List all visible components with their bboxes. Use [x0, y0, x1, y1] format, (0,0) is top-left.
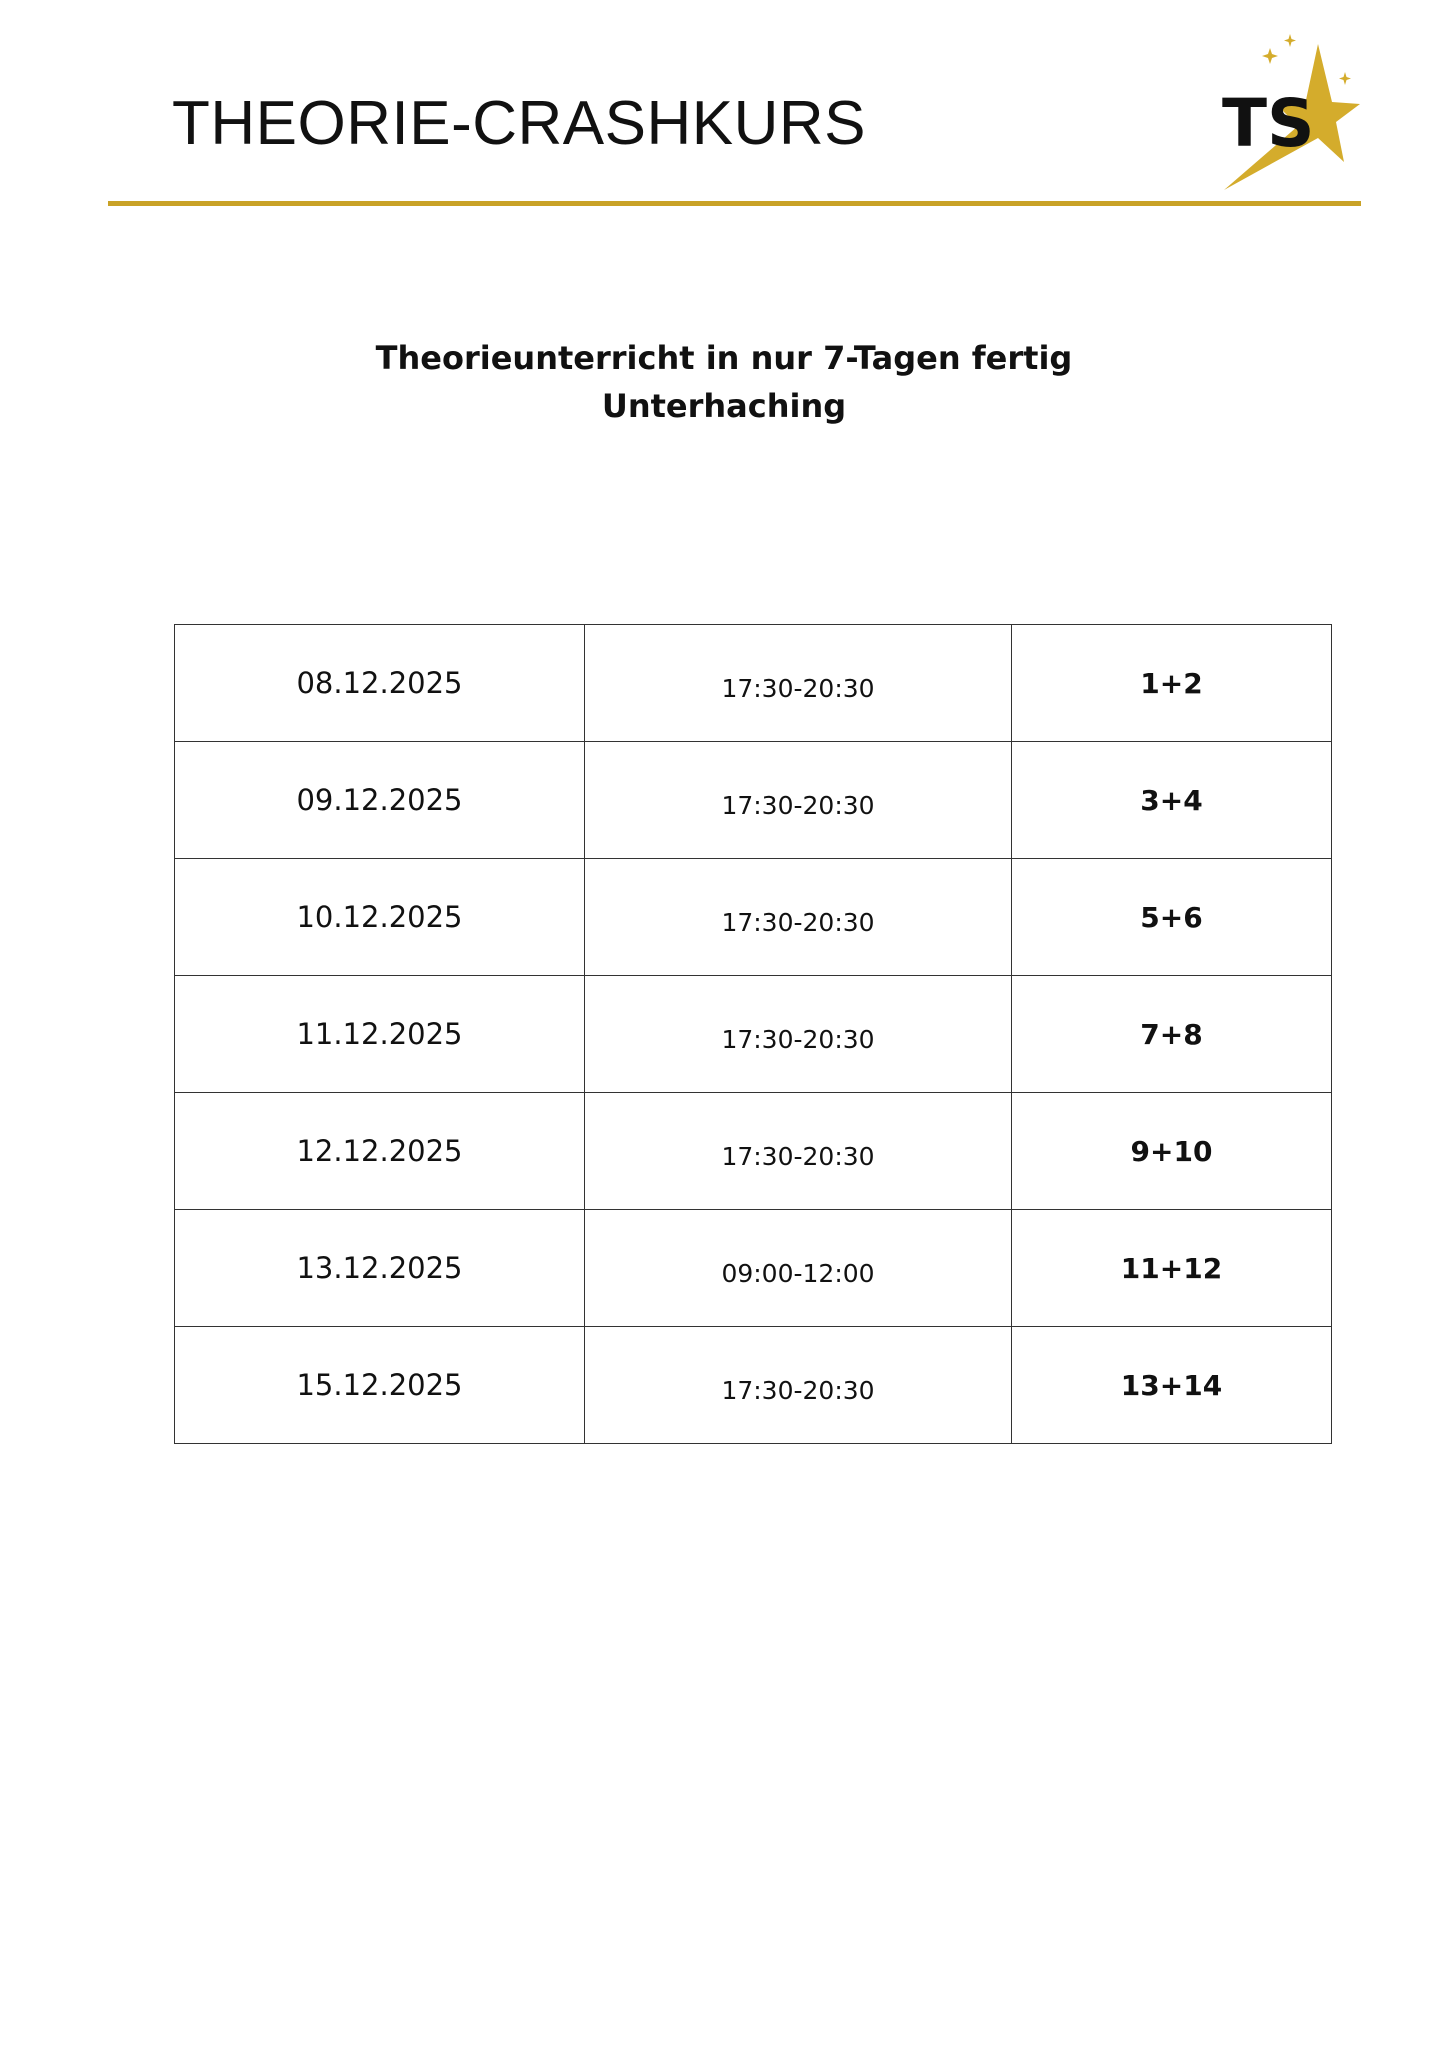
lesson-cell: 13+14 [1012, 1327, 1332, 1444]
table-row [175, 742, 1332, 859]
table-row [175, 625, 1332, 742]
date-cell: 13.12.2025 [175, 1210, 585, 1327]
date-cell: 15.12.2025 [175, 1327, 585, 1444]
lesson-cell: 5+6 [1012, 859, 1332, 976]
table-row [175, 976, 1332, 1093]
lesson-cell: 1+2 [1012, 625, 1332, 742]
date-cell: 09.12.2025 [175, 742, 585, 859]
date-cell: 08.12.2025 [175, 625, 585, 742]
time-cell: 17:30-20:30 [585, 625, 1012, 742]
table-row [175, 1210, 1332, 1327]
ts-star-logo [1210, 34, 1360, 194]
lesson-cell: 7+8 [1012, 976, 1332, 1093]
time-cell: 17:30-20:30 [585, 976, 1012, 1093]
lesson-cell: 11+12 [1012, 1210, 1332, 1327]
page-title: THEORIE-CRASHKURS [172, 89, 867, 158]
date-cell: 12.12.2025 [175, 1093, 585, 1210]
time-cell: 17:30-20:30 [585, 859, 1012, 976]
subtitle-heading: Theorieunterricht in nur 7-Tagen fertig [375, 339, 1073, 377]
table-row [175, 859, 1332, 976]
schedule-table [174, 624, 1332, 1444]
lesson-cell: 9+10 [1012, 1093, 1332, 1210]
table-row [175, 1093, 1332, 1210]
time-cell: 17:30-20:30 [585, 742, 1012, 859]
logo-text: TS [1222, 85, 1315, 162]
lesson-cell: 3+4 [1012, 742, 1332, 859]
date-cell: 11.12.2025 [175, 976, 585, 1093]
time-cell: 17:30-20:30 [585, 1327, 1012, 1444]
subtitle-location: Unterhaching [601, 387, 847, 425]
table-row [175, 1327, 1332, 1444]
header-divider [108, 201, 1361, 206]
time-cell: 09:00-12:00 [585, 1210, 1012, 1327]
time-cell: 17:30-20:30 [585, 1093, 1012, 1210]
date-cell: 10.12.2025 [175, 859, 585, 976]
